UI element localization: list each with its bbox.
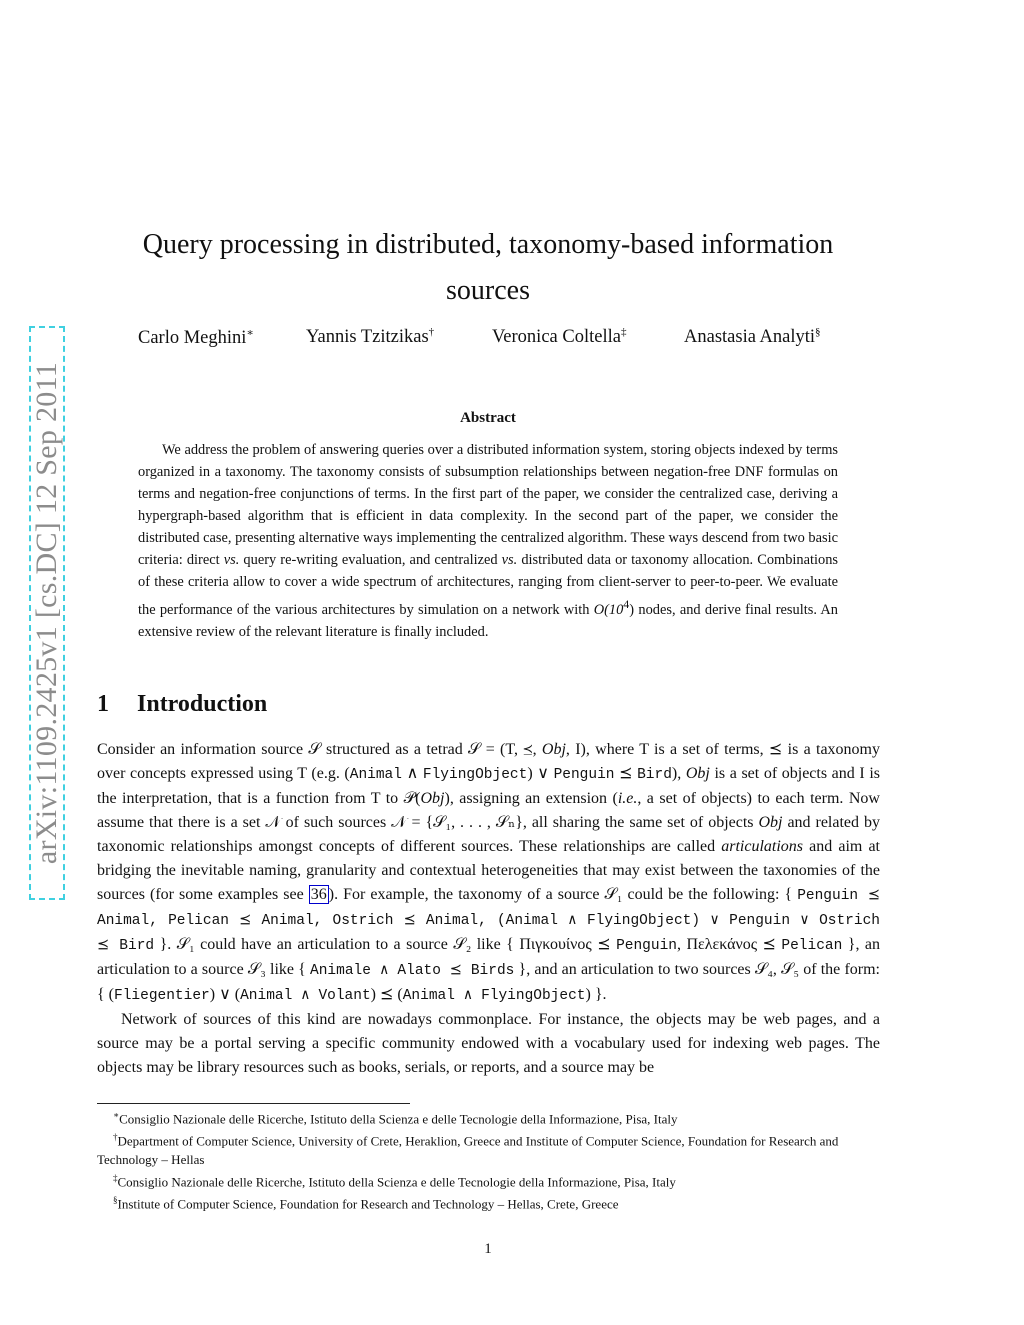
footnote-1: ∗Consiglio Nazionale delle Ricerche, Istituto della Scienza e delle Tecnologie della Informazione, Pisa, Italy bbox=[113, 1110, 678, 1127]
citation-link-36[interactable]: 36 bbox=[310, 886, 327, 903]
footnotes bbox=[97, 1106, 880, 1213]
section-title: Introduction bbox=[137, 691, 268, 717]
title-line-1: Query processing in distributed, taxonomy-based information bbox=[142, 229, 834, 260]
abstract-heading: Abstract bbox=[460, 410, 516, 426]
intro-paragraph-1: Consider an information source 𝒮 structured as a tetrad 𝒮 = (T, ⪯, Obj, I), where T is a set of terms, ⪯ is a taxonomy over concepts expressed using T (e.g. (Animal ∧ FlyingObject) ∨ Penguin ⪯ Bird), Obj is a set of objects and I is the interpretation, that is a function from T to 𝒫(Obj), assigning an extension (i.e., a set of objects) to each term. Now assume that there is a set 𝒩 of such sources 𝒩 = {𝒮₁, . . . , 𝒮ₙ}, all sharing the same set of objects Obj and related by taxonomic relationships amongst concepts of different sources. These relationships are called articulations and aim at bridging the inevitable naming, granularity and contextual heterogeneities that may exist between the taxonomies of the sources (for some examples see 36 ). For example, the taxonomy of a source 𝒮₁ could be the following: { Penguin ⪯ Animal, Pelican ⪯ Animal, Ostrich ⪯ Animal, (Animal ∧ FlyingObject) ∨ Penguin ∨ Ostrich ⪯ Bird }. 𝒮₁ could have an articulation to a source 𝒮₂ like { Πιγκουίνος ⪯ Penguin, Πελεκάνος ⪯ Pelican }, an articulation to a source 𝒮₃ like { Animale ∧ Alato ⪯ Birds }, and an articulation to two sources 𝒮₄, 𝒮₅ of the form: { (Fliegentier) ∨ (Animal ∧ Volant) ⪯ (Animal ∧ FlyingObject) }. bbox=[97, 741, 881, 1004]
paper-title bbox=[0, 222, 976, 314]
footnote-3: ‡Consiglio Nazionale delle Ricerche, Istituto della Scienza e delle Tecnologie della Informazione, Pisa, Italy bbox=[113, 1172, 676, 1189]
author-coltella: Veronica Coltella‡ bbox=[492, 326, 627, 348]
introduction-body bbox=[97, 738, 880, 1080]
arxiv-identifier: arXiv:1109.2425v1 [cs.DC] 12 Sep 2011 bbox=[30, 361, 63, 865]
section-number: 1 bbox=[97, 691, 109, 717]
author-meghini: Carlo Meghini∗ bbox=[138, 327, 254, 349]
footnote-2: †Department of Computer Science, University of Crete, Heraklion, Greece and Institute of Computer Science, Foundation for Research and Technology – Hellas bbox=[97, 1132, 839, 1167]
section-heading-introduction bbox=[97, 691, 267, 718]
page-number: 1 bbox=[484, 1241, 492, 1257]
intro-paragraph-2: Network of sources of this kind are nowadays commonplace. For instance, the objects may be web pages, and a source may be a portal serving a specific community endowed with a vocabulary used for indexing web pages. The objects may be library resources such as books, serials, or reports, and a source may be bbox=[97, 1011, 880, 1076]
footnote-4: §Institute of Computer Science, Foundation for Research and Technology – Hellas, Crete, Greece bbox=[113, 1194, 619, 1212]
footnote-divider bbox=[97, 1103, 410, 1104]
author-tzitzikas: Yannis Tzitzikas† bbox=[306, 326, 435, 348]
abstract-body: We address the problem of answering queries over a distributed information system, storing objects indexed by terms organized in a taxonomy. The taxonomy consists of subsumption relationships between negation-free DNF formulas on terms and negation-free conjunctions of terms. In the first part of the paper, we consider the centralized case, deriving a hypergraph-based algorithm that is efficient in data complexity. In the second part of the paper, we consider the distributed case, presenting alternative ways implementing the centralized algorithm. These ways descend from two basic criteria: direct vs. query re-writing evaluation, and centralized vs. distributed data or taxonomy allocation. Combinations of these criteria allow to cover a wide spectrum of architectures, ranging from client-server to peer-to-peer. We evaluate the performance of the various architectures by simulation on a network with $O(10^4)$ nodes, and derive final results. An extensive review of the relevant literature is finally included. bbox=[138, 442, 838, 640]
author-analyti: Anastasia Analyti§ bbox=[684, 326, 821, 348]
title-line-2: sources bbox=[446, 275, 530, 306]
